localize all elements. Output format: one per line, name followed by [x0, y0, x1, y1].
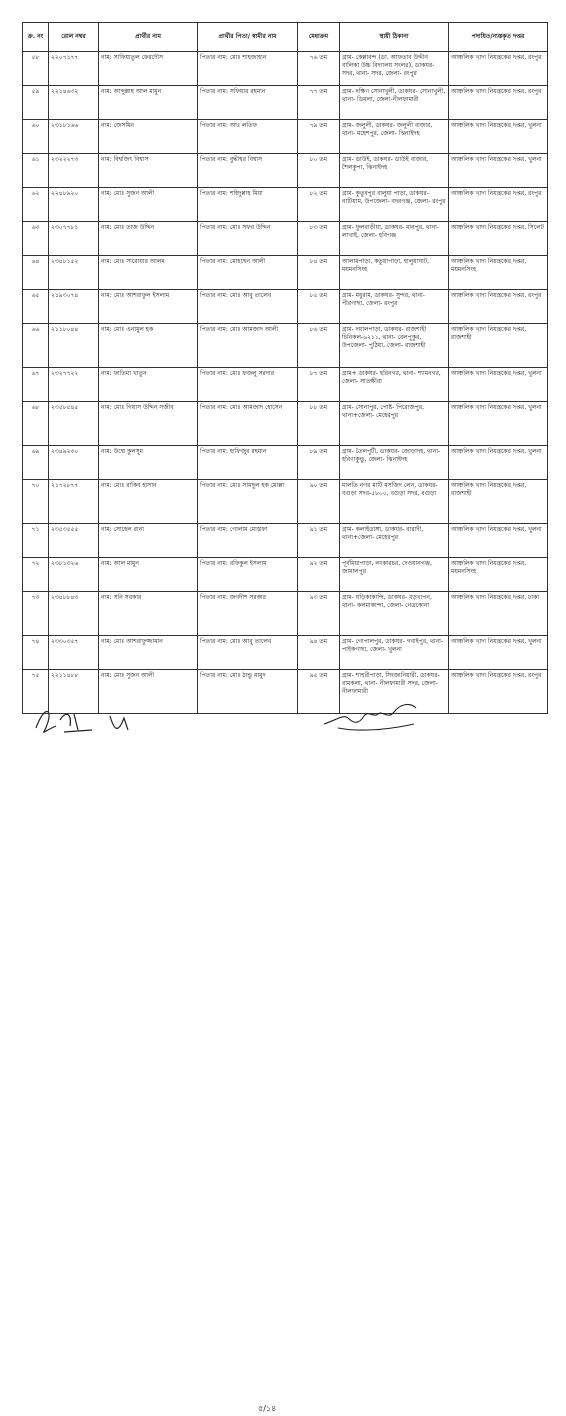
cell-parent: পিতার নাম: আঃ লতিফ [198, 120, 298, 154]
cell-merit: ৮৯ তম [298, 446, 340, 480]
cell-office: আঞ্চলিক খাদ্য নিয়ন্ত্রকের দপ্তর, সিলেট [449, 222, 548, 256]
cell-parent: পিতার নাম: মোঃ আবু তালেব [198, 636, 298, 670]
cell-name: নাম: সনি সরকার [99, 592, 198, 636]
cell-name: নাম: মোঃ রাকিব হাসান [99, 480, 198, 524]
cell-merit: ৭৬ তম [298, 52, 340, 86]
table-row [23, 524, 548, 558]
table-row [23, 222, 548, 256]
cell-parent: পিতার নাম: সফিয়ার রহমান [198, 86, 298, 120]
cell-parent: পিতার নাম: বুদ্ধীশ্বর বিশ্বাস [198, 154, 298, 188]
cell-office: আঞ্চলিক খাদ্য নিয়ন্ত্রকের দপ্তর, খুলনা [449, 524, 548, 558]
table-row [23, 636, 548, 670]
cell-address: গ্রাম- দক্ষিণ সোনাখুলী, ডাকঘর- সোনাখুলী, থানা- ডিমলা, জেলা-নীলফামারী [340, 86, 449, 120]
header-serial: ক্র. নং [23, 23, 49, 52]
cell-serial: ৭৫ [23, 670, 49, 714]
cell-address: গ্রাম- জলুলী, ডাকঘর- জলুলী বাজার, থানা- মহেশপুর, জেলা- ঝিনাইদহ [340, 120, 449, 154]
cell-parent: পিতার নাম: মোঃ আমজাদ হোসেন [198, 402, 298, 446]
cell-office: আঞ্চলিক খাদ্য নিয়ন্ত্রকের দপ্তর, রংপুর [449, 290, 548, 324]
cell-parent: পিতার নাম: মোঃ ঠান্ডু মামুদ [198, 670, 298, 714]
cell-roll: ২৩১৮১৬৬ [49, 120, 99, 154]
cell-merit: ৭৭ তম [298, 86, 340, 120]
cell-serial: ৭৩ [23, 592, 49, 636]
header-roll: রোল নম্বর [49, 23, 99, 52]
cell-parent: পিতার নাম: মোঃ সফর উদ্দিন [198, 222, 298, 256]
cell-roll: ২৩৫৮৫৪৫ [49, 402, 99, 446]
cell-address: গ্রাম- ডাউই, ডাকঘর- ডাউই বাজার, শৈলকুপা, ঝিনাইদহ [340, 154, 449, 188]
header-parent: প্রার্থীর পিতা/ স্বামীর নাম [198, 23, 298, 52]
cell-office: আঞ্চলিক খাদ্য নিয়ন্ত্রকের দপ্তর, ময়মনসিংহ [449, 256, 548, 290]
cell-address: গ্রাম- কুতুবপুর বালুয়া পাড়া, ডাকঘর- নাটিয়াম, উপজেলা- বদরগঞ্জ, জেলা- রংপুর [340, 188, 449, 222]
table-row [23, 188, 548, 222]
cell-office: আঞ্চলিক খাদ্য নিয়ন্ত্রকের দপ্তর, খুলনা [449, 368, 548, 402]
cell-name: নাম: সাফিয়াতুল ফেরদৌস [99, 52, 198, 86]
cell-office: আঞ্চলিক খাদ্য নিয়ন্ত্রকের দপ্তর, রাজশাহী [449, 480, 548, 524]
cell-address: গ্রাম- কলাইডাঙ্গা, ডাকঘর- বারাদী, থানা+জেলা- মেহেরপুর [340, 524, 449, 558]
cell-name: নাম: বিশ্বজিৎ বিশ্বাস [99, 154, 198, 188]
cell-office: আঞ্চলিক খাদ্য নিয়ন্ত্রকের দপ্তর, রাজশাহী [449, 324, 548, 368]
cell-address: গ্রাম- ঘড়িকাকান্দি, ডাকঘর- বড়খাপন, থানা- কলমাকান্দা, জেলা- নেত্রকোনা [340, 592, 449, 636]
cell-office: আঞ্চলিক খাদ্য নিয়ন্ত্রকের দপ্তর, রংপুর [449, 188, 548, 222]
cell-address: গ্রাম- সোনাপুর, পোষ্ট- পিরোজপুর, থানা+জেলা- মেহেরপুর [340, 402, 449, 446]
cell-office: আঞ্চলিক খাদ্য নিয়ন্ত্রকের দপ্তর, খুলনা [449, 154, 548, 188]
cell-merit: ৭৯ তম [298, 120, 340, 154]
cell-serial: ৬২ [23, 188, 49, 222]
cell-office: আঞ্চলিক খাদ্য নিয়ন্ত্রকের দপ্তর, খুলনা [449, 402, 548, 446]
cell-serial: ৭৪ [23, 636, 49, 670]
table-row [23, 52, 548, 86]
cell-parent: পিতার নাম: রফিকুল ইসলাম [198, 558, 298, 592]
cell-roll: ২৩২২২৭৩ [49, 154, 99, 188]
cell-address: গ্রাম- কেল্লাবন্দ (ডা. আফতাব উদ্দীন বালিকা উচ্চ বিদ্যালয় সংলগ্ন), ডাকঘর- সদর, থানা- সদর, জেলা- রংপুর [340, 52, 449, 86]
cell-roll: ২৩৪৯২৩০ [49, 446, 99, 480]
cell-roll: ২১৭২৮৭৭ [49, 480, 99, 524]
cell-roll: ২১৯৩০৭৪ [49, 290, 99, 324]
cell-serial: ৫৯ [23, 86, 49, 120]
cell-serial: ৫৮ [23, 52, 49, 86]
cell-address: গ্রাম- দয়ালপাড়া, ডাকঘর- রাজশাহী চিনিকল-৬২১১, থানা- বেলপুকুর, উপজেলা- পুঠিয়া, জেলা- রাজশাহী [340, 324, 449, 368]
cell-roll: ২২১৪৬৩২ [49, 86, 99, 120]
cell-roll: ২২০৭১৭৭ [49, 52, 99, 86]
table-row [23, 120, 548, 154]
cell-address: গ্রাম- মধুরাম, ডাকঘর- সুন্দর, থানা- পীরগাছা, জেলা- রংপুর [340, 290, 449, 324]
cell-address: গ্রাম- তৈলপুটী, ডাকঘর- জোড়াদহ, থানা- হরিণাকুন্ডু, জেলা- ঝিনাইদহ [340, 446, 449, 480]
cell-roll: ২১১৮০৪৪ [49, 324, 99, 368]
cell-merit: ৯৩ তম [298, 592, 340, 636]
cell-address: মালতি নগর মাটি মসজিদ লেন, ডাকঘর- বগুড়া সদর-৫৮০০, বগুড়া সদর, বগুড়া [340, 480, 449, 524]
cell-merit: ৮৬ তম [298, 324, 340, 368]
cell-name: নাম: জেসমিন [99, 120, 198, 154]
table-row [23, 402, 548, 446]
cell-parent: পিতার নাম: মোঃ ফজলু সরদার [198, 368, 298, 402]
cell-name: নাম: আব্দুল্লাহ আল মামুন [99, 86, 198, 120]
cell-roll: ২২৪৮৯২০ [49, 188, 99, 222]
cell-address: গ্রাম+ ডাকঘর- হরিনগর, থানা- শ্যামনগর, জেলা- সাতক্ষীরা [340, 368, 449, 402]
header-address: স্থায়ী ঠিকানা [340, 23, 449, 52]
cell-address: আলামপাড়া, কতুয়াপাড়া, হালুয়াঘাট, ময়মনসিংহ [340, 256, 449, 290]
cell-merit: ৮৪ তম [298, 256, 340, 290]
cell-address: গ্রাম- শাহুরীপাড়া, সিংজানিয়ারী, ডাকঘর- রামকলা, থানা- নীলফামারী সদর, জেলা- নীলফামারী [340, 670, 449, 714]
cell-serial: ৬৪ [23, 256, 49, 290]
cell-merit: ৯২ তম [298, 558, 340, 592]
cell-serial: ৬৯ [23, 446, 49, 480]
table-row [23, 480, 548, 524]
cell-name: নাম: মোঃ সুজন আলী [99, 670, 198, 714]
table-body [23, 52, 548, 714]
header-name: প্রার্থীর নাম [99, 23, 198, 52]
header-merit: মেধাক্রম [298, 23, 340, 52]
cell-roll: ২৩৫৩৫৫৫ [49, 524, 99, 558]
cell-merit: ৯০ তম [298, 480, 340, 524]
cell-serial: ৭০ [23, 480, 49, 524]
cell-parent: পিতার নাম: মোঃ আমজাদ আলী [198, 324, 298, 368]
cell-office: আঞ্চলিক খাদ্য নিয়ন্ত্রকের দপ্তর, খুলনা [449, 120, 548, 154]
cell-serial: ৭১ [23, 524, 49, 558]
table-row [23, 368, 548, 402]
cell-merit: ৯৫ তম [298, 670, 340, 714]
cell-serial: ৬৫ [23, 290, 49, 324]
signature-right [318, 694, 428, 738]
table-row [23, 324, 548, 368]
cell-office: আঞ্চলিক খাদ্য নিয়ন্ত্রকের দপ্তর, ঢাকা [449, 592, 548, 636]
cell-name: নাম: মোঃ সুজন আলী [99, 188, 198, 222]
cell-name: নাম: মোঃ আশরাফুল ইসলাম [99, 290, 198, 324]
cell-address: পূর্বমিয়াপাড়া, লংকারচর, দেওয়ানগঞ্জ, জামালপুর [340, 558, 449, 592]
cell-merit: ৮০ তম [298, 154, 340, 188]
cell-address: গ্রাম- গোপালপুর, ডাকঘর- গবাইপুর, থানা- পাইকগাছা, জেলা- খুলনা [340, 636, 449, 670]
cell-serial: ৬৮ [23, 402, 49, 446]
cell-roll: ২৩৩০৩৫৭ [49, 636, 99, 670]
cell-roll: ২৩৮১৩২৬ [49, 558, 99, 592]
cell-serial: ৬১ [23, 154, 49, 188]
cell-office: আঞ্চলিক খাদ্য নিয়ন্ত্রকের দপ্তর, রংপুর [449, 52, 548, 86]
cell-serial: ৬০ [23, 120, 49, 154]
header-office: পদায়িত/ন্যস্তকৃত দপ্তর [449, 23, 548, 52]
cell-name: নাম: মোঃ গিয়াস উদ্দিন সজীব [99, 402, 198, 446]
cell-merit: ৮৩ তম [298, 222, 340, 256]
cell-office: আঞ্চলিক খাদ্য নিয়ন্ত্রকের দপ্তর, রংপুর [449, 86, 548, 120]
cell-parent: পিতার নাম: গোলাম মোস্তফা [198, 524, 298, 558]
cell-parent: পিতার নাম: মোঃ শাহজাহান [198, 52, 298, 86]
cell-merit: ৯১ তম [298, 524, 340, 558]
cell-parent: পিতার নাম: মোঃ সামছুল হক মোল্লা [198, 480, 298, 524]
cell-roll: ২২১১৪৮৮ [49, 670, 99, 714]
cell-office: আঞ্চলিক খাদ্য নিয়ন্ত্রকের দপ্তর, খুলনা [449, 636, 548, 670]
footer [0, 692, 566, 1413]
table-row [23, 592, 548, 636]
cell-address: গ্রাম- ফুলবাড়ীয়া, ডাকঘর- মানপুর, থানা- লাখাই, জেলা- হবিগঞ্জ [340, 222, 449, 256]
document-page [22, 22, 547, 714]
table-row [23, 290, 548, 324]
cell-serial: ৬৬ [23, 324, 49, 368]
table-row [23, 154, 548, 188]
cell-parent: পিতার নাম: মোঃ আবু তালেব [198, 290, 298, 324]
cell-parent: পিতার নাম: মোহছেন আলী [198, 256, 298, 290]
page-number: ৫/১৪ [258, 1404, 277, 1413]
table-header-row [23, 23, 548, 52]
cell-name: নাম: ফাতিমা খাতুন [99, 368, 198, 402]
cell-merit: ৮২ তম [298, 188, 340, 222]
cell-parent: পিতার নাম: হাফিজুর রহমান [198, 446, 298, 480]
cell-roll: ২৩৪৮১৫২ [49, 256, 99, 290]
cell-serial: ৭২ [23, 558, 49, 592]
signature-left [30, 700, 150, 740]
cell-name: নাম: আল মামুন [99, 558, 198, 592]
cell-merit: ৯৪ তম [298, 636, 340, 670]
cell-office: আঞ্চলিক খাদ্য নিয়ন্ত্রকের দপ্তর, রংপুর [449, 670, 548, 714]
cell-roll: ২৩০৭৭৮১ [49, 222, 99, 256]
cell-office: আঞ্চলিক খাদ্য নিয়ন্ত্রকের দপ্তর, ময়মনসিংহ [449, 558, 548, 592]
cell-name: নাম: মোঃ তাজ উদ্দিন [99, 222, 198, 256]
cell-serial: ৬৩ [23, 222, 49, 256]
cell-merit: ৮৮ তম [298, 402, 340, 446]
cell-roll: ২৩২৭৭২২ [49, 368, 99, 402]
cell-name: নাম: উম্মে কুলসুম [99, 446, 198, 480]
cell-merit: ৮৭ তম [298, 368, 340, 402]
cell-serial: ৬৭ [23, 368, 49, 402]
table-row [23, 256, 548, 290]
cell-merit: ৮৫ তম [298, 290, 340, 324]
cell-name: নাম: মোঃ সারোয়ার আলম [99, 256, 198, 290]
cell-roll: ২৩৪৮৮৪৩ [49, 592, 99, 636]
cell-name: নাম: মোঃ এনামুল হক [99, 324, 198, 368]
table-row [23, 558, 548, 592]
cell-name: নাম: সোহেল রানা [99, 524, 198, 558]
cell-name: নাম: মোঃ আশরাফুজ্জামান [99, 636, 198, 670]
table-row [23, 446, 548, 480]
candidate-table [22, 22, 548, 714]
table-row [23, 86, 548, 120]
cell-parent: পিতার নাম: জগদীশ সরকার [198, 592, 298, 636]
cell-office: আঞ্চলিক খাদ্য নিয়ন্ত্রকের দপ্তর, খুলনা [449, 446, 548, 480]
cell-parent: পিতার নাম: শহিদুল্লাহ মিয়া [198, 188, 298, 222]
